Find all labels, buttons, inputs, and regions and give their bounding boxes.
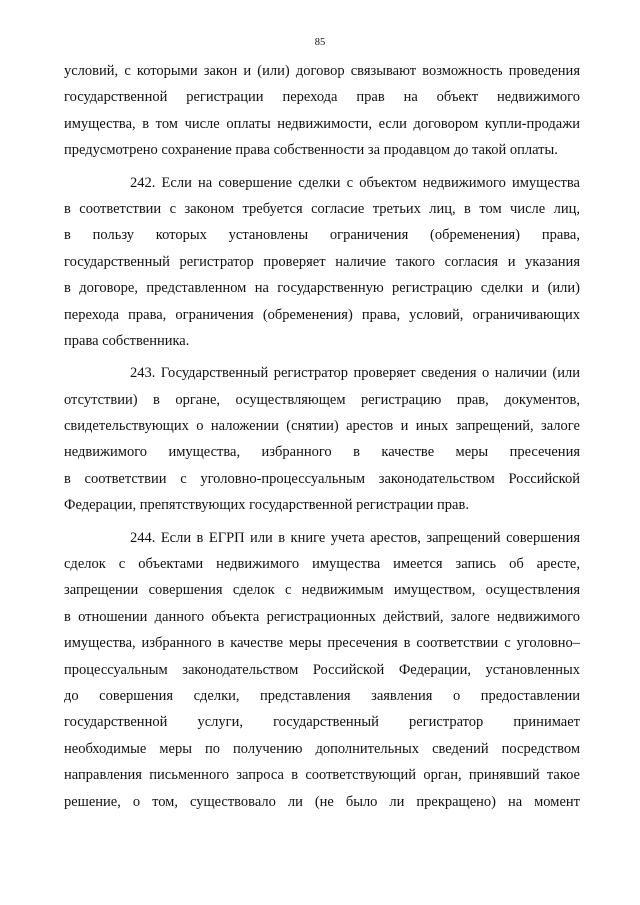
text-line: 242. Если на совершение сделки с объектом недвижимого имущества xyxy=(130,174,580,191)
text-line: в договоре, представленном на государственную регистрацию сделки и (или) xyxy=(64,280,580,297)
paragraph-244 xyxy=(64,525,580,815)
text-line: запрещении совершения сделок с недвижимым имуществом, осуществления xyxy=(64,582,580,599)
text-line: государственный регистратор проверяет наличие такого согласия и указания xyxy=(64,253,580,270)
text-line: в соответствии с законом требуется согласие третьих лиц, в том числе лиц, xyxy=(64,200,580,217)
text-line: процессуальным законодательством Российской Федерации, установленных xyxy=(64,661,580,678)
text-line: недвижимого имущества, избранного в качестве меры пресечения xyxy=(64,444,580,461)
text-line: условий, с которыми закон и (или) договор связывают возможность проведения xyxy=(64,63,580,79)
text-line: в соответствии с уголовно-процессуальным законодательством Российской xyxy=(64,470,580,487)
text-line: направления письменного запроса в соответствующий орган, принявший такое xyxy=(64,767,580,784)
page-number: 85 xyxy=(314,37,326,48)
text-line: права собственника. xyxy=(64,332,190,349)
text-line: необходимые меры по получению дополнительных сведений посредством xyxy=(64,740,580,757)
text-line: государственной регистрации перехода прав на объект недвижимого xyxy=(64,89,580,106)
text-line: предусмотрено сохранение права собственности за продавцом до такой оплаты. xyxy=(64,142,558,159)
paragraph-continuation xyxy=(64,58,580,164)
document-body xyxy=(64,58,580,815)
text-line: имущества, избранного в качестве меры пресечения в соответствии с уголовно– xyxy=(64,635,580,652)
text-line: до совершения сделки, представления заявления о предоставлении xyxy=(64,687,580,704)
paragraph-242 xyxy=(64,170,580,355)
text-line: перехода права, ограничения (обременения) права, условий, ограничивающих xyxy=(64,306,580,323)
text-line: сделок с объектами недвижимого имущества имеется запись об аресте, xyxy=(64,556,580,573)
text-line: в пользу которых установлены ограничения (обременения) права, xyxy=(64,227,580,244)
text-line: отсутствии) в органе, осуществляющем регистрацию прав, документов, xyxy=(64,391,580,408)
text-line: 243. Государственный регистратор проверяет сведения о наличии (или xyxy=(130,365,580,382)
text-line: решение, о том, существовало ли (не было ли прекращено) на момент xyxy=(64,793,580,810)
text-line: Федерации, препятствующих государственной регистрации прав. xyxy=(64,497,469,514)
text-line: имущества, в том числе оплаты недвижимости, если договором купли-продажи xyxy=(64,115,580,132)
text-line: в отношении данного объекта регистрационных действий, залоге недвижимого xyxy=(64,608,580,625)
text-line: государственной услуги, государственный регистратор принимает xyxy=(64,714,580,731)
text-line: 244. Если в ЕГРП или в книге учета арестов, запрещений совершения xyxy=(130,529,580,546)
paragraph-243 xyxy=(64,360,580,518)
text-line: свидетельствующих о наложении (снятии) арестов и иных запрещений, залоге xyxy=(64,418,580,435)
